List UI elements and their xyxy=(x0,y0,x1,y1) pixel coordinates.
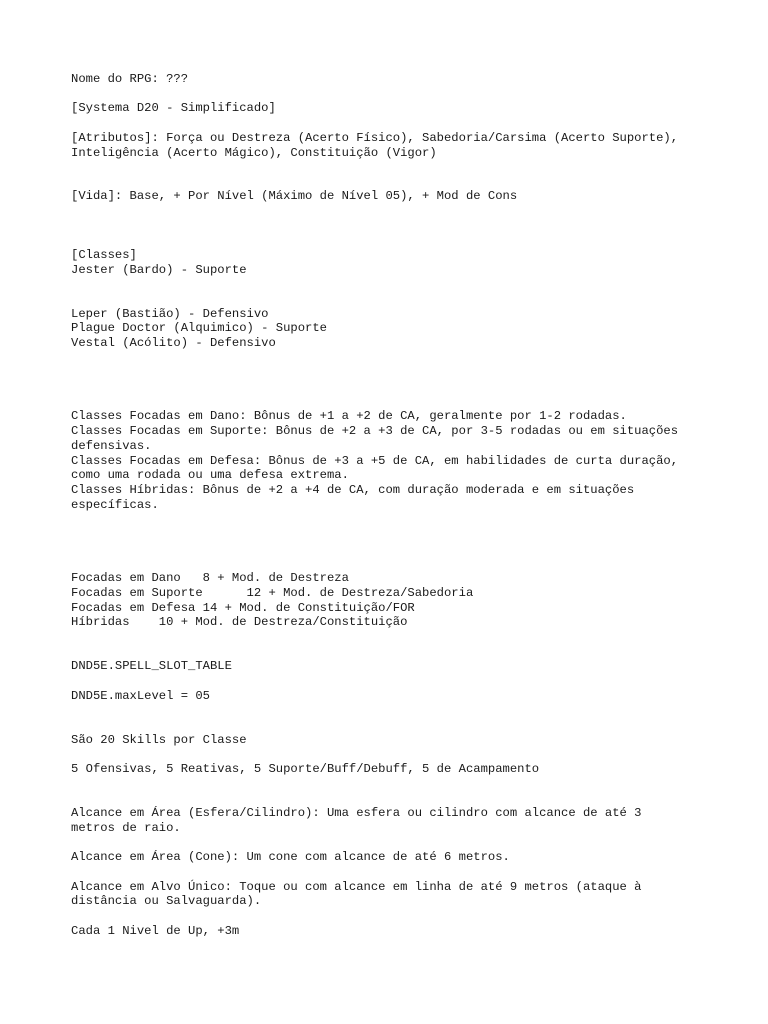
range-cone-line: Alcance em Área (Cone): Um cone com alcance de até 6 metros. xyxy=(71,850,510,864)
range-area-line-2: metros de raio. xyxy=(71,821,181,835)
range-single-line-1: Alcance em Alvo Único: Toque ou com alcance em linha de até 9 metros (ataque à xyxy=(71,880,642,894)
skills-breakdown-line: 5 Ofensivas, 5 Reativas, 5 Suporte/Buff/Debuff, 5 de Acampamento xyxy=(71,762,540,776)
class-plague-doctor: Plague Doctor (Alquimico) - Suporte xyxy=(71,321,327,335)
rpg-name-line: Nome do RPG: ??? xyxy=(71,72,189,86)
ca-defense-line-1: Classes Focadas em Defesa: Bônus de +3 a +5 de CA, em habilidades de curta duração, xyxy=(71,454,679,468)
class-vestal: Vestal (Acólito) - Defensivo xyxy=(71,336,276,350)
skills-count-line: São 20 Skills por Classe xyxy=(71,733,247,747)
ca-hybrid-line-2: específicas. xyxy=(71,498,159,512)
ca-defense-line-2: como uma rodada ou uma defesa extrema. xyxy=(71,468,349,482)
range-single-line-2: distância ou Salvaguarda). xyxy=(71,894,262,908)
formula-defense: Focadas em Defesa 14 + Mod. de Constituição/FOR xyxy=(71,601,415,615)
range-area-line-1: Alcance em Área (Esfera/Cilindro): Uma esfera ou cilindro com alcance de até 3 xyxy=(71,806,642,820)
ca-hybrid-line-1: Classes Híbridas: Bônus de +2 a +4 de CA, com duração moderada e em situações xyxy=(71,483,635,497)
class-leper: Leper (Bastião) - Defensivo xyxy=(71,307,269,321)
formula-damage: Focadas em Dano 8 + Mod. de Destreza xyxy=(71,571,349,585)
max-level-line: DND5E.maxLevel = 05 xyxy=(71,689,210,703)
attributes-line-2: Inteligência (Acerto Mágico), Constituição (Vigor) xyxy=(71,146,437,160)
classes-heading: [Classes] xyxy=(71,248,137,262)
attributes-line-1: [Atributos]: Força ou Destreza (Acerto Físico), Sabedoria/Carsima (Acerto Suporte), xyxy=(71,131,679,145)
system-line: [Systema D20 - Simplificado] xyxy=(71,101,276,115)
formula-support: Focadas em Suporte 12 + Mod. de Destreza/Sabedoria xyxy=(71,586,474,600)
class-jester: Jester (Bardo) - Suporte xyxy=(71,263,247,277)
formula-hybrid: Híbridas 10 + Mod. de Destreza/Constituição xyxy=(71,615,408,629)
life-line: [Vida]: Base, + Por Nível (Máximo de Nível 05), + Mod de Cons xyxy=(71,189,518,203)
ca-support-line-2: defensivas. xyxy=(71,439,152,453)
spell-slot-table-line: DND5E.SPELL_SLOT_TABLE xyxy=(71,659,232,673)
level-up-range-line: Cada 1 Nivel de Up, +3m xyxy=(71,924,240,938)
ca-support-line-1: Classes Focadas em Suporte: Bônus de +2 a +3 de CA, por 3-5 rodadas ou em situações xyxy=(71,424,679,438)
ca-damage-line: Classes Focadas em Dano: Bônus de +1 a +2 de CA, geralmente por 1-2 rodadas. xyxy=(71,409,627,423)
